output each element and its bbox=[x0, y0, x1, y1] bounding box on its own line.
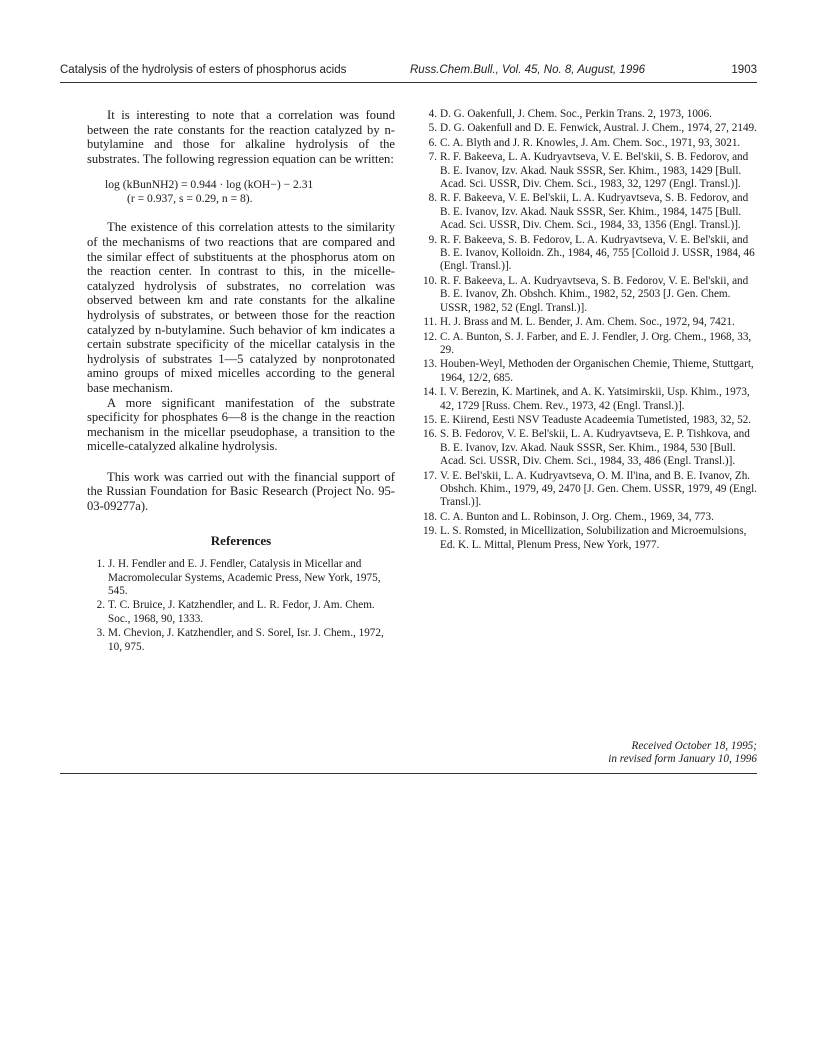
reference-number: 14. bbox=[423, 386, 437, 399]
reference-item bbox=[417, 414, 757, 427]
references-heading: References bbox=[210, 532, 272, 548]
reference-item bbox=[417, 234, 757, 274]
reference-item bbox=[417, 192, 757, 232]
reference-text: D. G. Oakenfull, J. Chem. Soc., Perkin Trans. 2, 1973, 1006. bbox=[440, 108, 712, 120]
reference-item bbox=[417, 316, 757, 329]
reference-text: C. A. Blyth and J. R. Knowles, J. Am. Chem. Soc., 1971, 93, 3021. bbox=[440, 136, 741, 149]
reference-number: 2. bbox=[96, 599, 105, 612]
body-paragraph: It is interesting to note that a correlation was found between the rate constants for the reaction catalyzed by n-butylamine and those for alkaline hydrolysis of the substrates. The following regression equation can be written: bbox=[87, 108, 395, 166]
reference-number: 15. bbox=[423, 413, 437, 426]
reference-item bbox=[417, 511, 757, 524]
reference-item bbox=[417, 470, 757, 510]
reference-number: 1. bbox=[96, 558, 105, 571]
reference-item bbox=[417, 331, 757, 358]
reference-text: I. V. Berezin, K. Martinek, and A. K. Yatsimirskii, Usp. Khim., 1973, 42, 1729 [Russ. Chem. Rev., 1973, 42 (Engl. Transl.)]. bbox=[440, 386, 750, 412]
reference-number: 7. bbox=[428, 151, 437, 164]
reference-text: C. A. Bunton and L. Robinson, J. Org. Chem., 1969, 34, 773. bbox=[440, 510, 714, 523]
reference-item bbox=[417, 275, 757, 315]
reference-item bbox=[417, 386, 757, 413]
left-column bbox=[87, 108, 395, 655]
reference-item bbox=[417, 137, 757, 150]
reference-number: 19. bbox=[423, 525, 437, 538]
reference-number: 11. bbox=[423, 316, 437, 329]
reference-item bbox=[417, 122, 757, 135]
reference-number: 6. bbox=[428, 136, 437, 149]
reference-text: S. B. Fedorov, V. E. Bel'skii, L. A. Kudryavtseva, E. P. Tishkova, and B. E. Ivanov, Izv. Akad. Nauk SSSR, Ser. Khim., 1984, 530 [Bull. Acad. Sci. USSR, Div. Chem. Sci., 1984, 33, 486 (Engl. Transl.)]. bbox=[440, 428, 750, 468]
reference-list-right bbox=[417, 108, 757, 552]
reference-text: E. Kiirend, Eesti NSV Teaduste Acadeemia Tumetisted, 1983, 32, 52. bbox=[440, 413, 752, 426]
reference-number: 5. bbox=[428, 122, 437, 135]
reference-text: R. F. Bakeeva, L. A. Kudryavtseva, V. E. Bel'skii, S. B. Fedorov, and B. E. Ivanov, Izv. Akad. Nauk SSSR, Ser. Khim., 1983, 1429 [Bull. Acad. Sci. USSR, Div. Chem. Sci., 1983, 32, 1297 (Engl. Transl.)]. bbox=[440, 151, 749, 191]
equation-line: log (kBunNH2) = 0.944 · log (kOH−) − 2.31 bbox=[105, 178, 314, 192]
reference-item bbox=[417, 358, 757, 385]
reference-text: C. A. Bunton, S. J. Farber, and E. J. Fendler, J. Org. Chem., 1968, 33, 29. bbox=[440, 330, 752, 356]
header-journal-citation: Russ.Chem.Bull., Vol. 45, No. 8, August, 1996 bbox=[410, 64, 646, 76]
equation-statistics: (r = 0.937, s = 0.29, n = 8). bbox=[127, 192, 253, 206]
reference-list-left bbox=[87, 558, 395, 654]
received-date: Received October 18, 1995; bbox=[631, 740, 757, 752]
reference-number: 9. bbox=[428, 233, 437, 246]
reference-text: Houben-Weyl, Methoden der Organischen Chemie, Thieme, Stuttgart, 1964, 12/2, 685. bbox=[440, 358, 754, 384]
header-page-number: 1903 bbox=[731, 64, 757, 76]
reference-number: 16. bbox=[423, 428, 437, 441]
reference-text: V. E. Bel'skii, L. A. Kudryavtseva, O. M. Il'ina, and B. E. Ivanov, Zh. Obshch. Khim., 1979, 49, 2470 [J. Gen. Chem. USSR, 1979, 49 (Engl. Transl.)]. bbox=[440, 469, 757, 509]
footer-rule bbox=[60, 773, 757, 774]
reference-item bbox=[87, 599, 395, 626]
body-paragraph: The existence of this correlation attests to the similarity of the mechanisms of two reactions that are compared and the similar effect of substituents at the phosphorus atom on the reaction center. In contrast to this, in the micelle-catalyzed hydrolysis of substrates, no correlation was observed between km and rate constants for the alkaline hydrolysis of substrates, or between those for the reaction catalyzed by n-butylamine. Such behavior of km indicates a certain substrate specificity of the micellar catalysis in the hydrolysis of substrates 1—5 catalyzed by nonprotonated amino groups of mixed micelles according to the general base mechanism. bbox=[87, 220, 395, 395]
header-rule bbox=[60, 82, 757, 83]
body-paragraph: A more significant manifestation of the substrate specificity for phosphates 6—8 is the change in the reaction mechanism in the micellar pseudophase, a transition to the micelle-catalyzed alkaline hydrolysis. bbox=[87, 395, 395, 454]
regression-equation bbox=[105, 178, 395, 206]
reference-number: 4. bbox=[428, 108, 437, 120]
reference-number: 12. bbox=[423, 330, 437, 343]
reference-text: J. H. Fendler and E. J. Fendler, Catalysis in Micellar and Macromolecular Systems, Academic Press, New York, 1975, 545. bbox=[108, 558, 381, 598]
reference-number: 8. bbox=[428, 192, 437, 205]
reference-text: R. F. Bakeeva, V. E. Bel'skii, L. A. Kudryavtseva, S. B. Fedorov, and B. E. Ivanov, Izv. Akad. Nauk SSSR, Ser. Khim., 1984, 1475 [Bull. Acad. Sci. USSR, Div. Chem. Sci., 1984, 33, 1356 (Engl. Transl.)]. bbox=[440, 192, 749, 232]
reference-number: 17. bbox=[423, 469, 437, 482]
reference-text: L. S. Romsted, in Micellization, Solubilization and Microemulsions, Ed. K. L. Mittal, Plenum Press, New York, 1977. bbox=[440, 525, 747, 551]
running-header bbox=[60, 62, 757, 80]
reference-item bbox=[87, 627, 395, 654]
reference-number: 18. bbox=[423, 510, 437, 523]
reference-text: H. J. Brass and M. L. Bender, J. Am. Chem. Soc., 1972, 94, 7421. bbox=[440, 316, 735, 329]
reference-item bbox=[417, 108, 757, 121]
reference-item bbox=[417, 525, 757, 552]
received-dates bbox=[417, 740, 757, 767]
acknowledgment: This work was carried out with the financial support of the Russian Foundation for Basic Research (Project No. 95-03-09277a). bbox=[87, 469, 395, 514]
reference-item bbox=[417, 151, 757, 191]
reference-item bbox=[417, 428, 757, 468]
reference-text: R. F. Bakeeva, S. B. Fedorov, L. A. Kudryavtseva, V. E. Bel'skii, and B. E. Ivanov, Kolloidn. Zh., 1984, 46, 755 [Colloid J. USSR, 1984, 46 (Engl. Transl.)]. bbox=[440, 233, 755, 273]
reference-text: R. F. Bakeeva, L. A. Kudryavtseva, S. B. Fedorov, V. E. Bel'skii, and B. E. Ivanov, Zh. Obshch. Khim., 1982, 52, 2503 [J. Gen. Chem. USSR, 1982, 52 (Engl. Transl.)]. bbox=[440, 274, 749, 314]
header-article-title: Catalysis of the hydrolysis of esters of phosphorus acids bbox=[60, 64, 347, 76]
right-column bbox=[417, 108, 757, 553]
reference-number: 3. bbox=[96, 627, 105, 640]
revised-date: in revised form January 10, 1996 bbox=[608, 753, 757, 766]
reference-text: M. Chevion, J. Katzhendler, and S. Sorel, Isr. J. Chem., 1972, 10, 975. bbox=[108, 627, 384, 653]
reference-number: 10. bbox=[423, 274, 437, 287]
reference-text: D. G. Oakenfull and D. E. Fenwick, Austral. J. Chem., 1974, 27, 2149. bbox=[440, 122, 757, 135]
reference-number: 13. bbox=[423, 358, 437, 371]
reference-text: T. C. Bruice, J. Katzhendler, and L. R. Fedor, J. Am. Chem. Soc., 1968, 90, 1333. bbox=[108, 599, 375, 625]
reference-item bbox=[87, 558, 395, 598]
